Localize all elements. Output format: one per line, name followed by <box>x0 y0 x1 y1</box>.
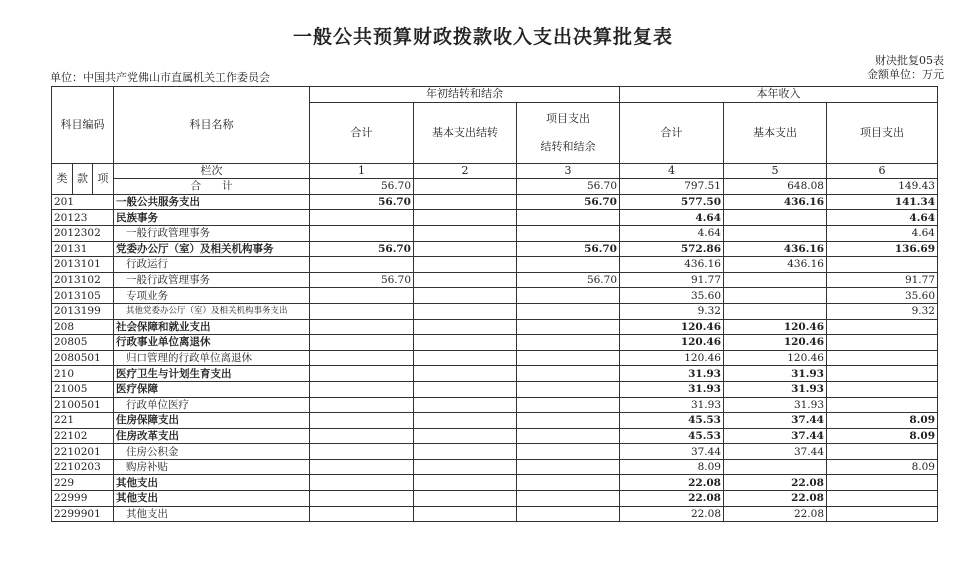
header-col-index: 栏次 <box>114 163 310 179</box>
row-name: 医疗保障 <box>114 381 310 397</box>
row-c5: 37.44 <box>724 413 827 429</box>
row-code: 229 <box>52 475 114 491</box>
row-c5: 31.93 <box>724 366 827 382</box>
row-c3 <box>517 257 620 273</box>
row-code: 2013102 <box>52 272 114 288</box>
row-name: 其他党委办公厅（室）及相关机构事务支出 <box>114 303 310 319</box>
row-c4: 22.08 <box>620 491 724 507</box>
row-c5: 22.08 <box>724 475 827 491</box>
row-c1 <box>310 288 414 304</box>
col-index-1: 1 <box>310 163 414 179</box>
row-c1 <box>310 381 414 397</box>
row-c2 <box>414 397 517 413</box>
header-project-carry-line2: 结转和结余 <box>540 139 596 153</box>
table-row <box>52 366 938 382</box>
row-c4: 4.64 <box>620 210 724 226</box>
row-c2 <box>414 506 517 522</box>
header-subject-name: 科目名称 <box>114 87 310 164</box>
table-row <box>52 459 938 475</box>
header-income-group: 本年收入 <box>620 87 938 103</box>
col-index-4: 4 <box>620 163 724 179</box>
row-c6: 141.34 <box>827 194 938 210</box>
table-row <box>52 491 938 507</box>
row-name: 住房公积金 <box>114 444 310 460</box>
row-code: 2012302 <box>52 225 114 241</box>
table-row <box>52 210 938 226</box>
form-number: 财决批复05表 <box>875 54 944 67</box>
row-c2 <box>414 319 517 335</box>
row-c6 <box>827 366 938 382</box>
row-c5: 120.46 <box>724 350 827 366</box>
row-c5: 37.44 <box>724 428 827 444</box>
row-code: 2013105 <box>52 288 114 304</box>
row-code: 2210203 <box>52 459 114 475</box>
row-c2 <box>414 459 517 475</box>
row-name: 住房保障支出 <box>114 413 310 429</box>
row-c2 <box>414 303 517 319</box>
row-c6 <box>827 444 938 460</box>
row-c5: 120.46 <box>724 335 827 351</box>
row-code: 208 <box>52 319 114 335</box>
row-c1 <box>310 210 414 226</box>
row-name: 一般公共服务支出 <box>114 194 310 210</box>
row-c4: 31.93 <box>620 366 724 382</box>
row-c4: 572.86 <box>620 241 724 257</box>
row-c4: 37.44 <box>620 444 724 460</box>
header-basic-carry: 基本支出结转 <box>414 102 517 163</box>
row-name: 行政单位医疗 <box>114 397 310 413</box>
row-c6: 35.60 <box>827 288 938 304</box>
row-c2 <box>414 491 517 507</box>
row-code: 20123 <box>52 210 114 226</box>
row-c6 <box>827 319 938 335</box>
row-c3 <box>517 428 620 444</box>
row-c5: 22.08 <box>724 506 827 522</box>
table-row <box>52 303 938 319</box>
row-code: 20805 <box>52 335 114 351</box>
row-name: 社会保障和就业支出 <box>114 319 310 335</box>
row-c4: 31.93 <box>620 381 724 397</box>
row-c1 <box>310 319 414 335</box>
row-c1 <box>310 366 414 382</box>
row-c4: 45.53 <box>620 413 724 429</box>
row-name: 医疗卫生与计划生育支出 <box>114 366 310 382</box>
row-c2 <box>414 225 517 241</box>
row-c5 <box>724 272 827 288</box>
row-code: 2210201 <box>52 444 114 460</box>
row-c6: 8.09 <box>827 413 938 429</box>
row-c1: 56.70 <box>310 241 414 257</box>
row-code: 2013199 <box>52 303 114 319</box>
row-c1 <box>310 303 414 319</box>
row-c4: 91.77 <box>620 272 724 288</box>
row-c2 <box>414 257 517 273</box>
table-row <box>52 475 938 491</box>
header-basic-expense: 基本支出 <box>724 102 827 163</box>
header-total: 合计 <box>310 102 414 163</box>
row-c3 <box>517 413 620 429</box>
row-c6 <box>827 397 938 413</box>
header-lei: 类 <box>52 163 73 194</box>
row-code: 221 <box>52 413 114 429</box>
row-code: 22102 <box>52 428 114 444</box>
header-project-carry-line1: 项目支出 <box>546 111 590 125</box>
row-name: 民族事务 <box>114 210 310 226</box>
row-c3 <box>517 350 620 366</box>
row-name: 其他支出 <box>114 506 310 522</box>
row-c2 <box>414 272 517 288</box>
table-row <box>52 194 938 210</box>
row-c3 <box>517 475 620 491</box>
row-c4: 9.32 <box>620 303 724 319</box>
row-c5 <box>724 303 827 319</box>
total-row-c5: 648.08 <box>724 179 827 195</box>
row-c6 <box>827 335 938 351</box>
row-c5 <box>724 210 827 226</box>
row-name: 行政运行 <box>114 257 310 273</box>
row-c1 <box>310 444 414 460</box>
table-row <box>52 257 938 273</box>
col-index-5: 5 <box>724 163 827 179</box>
row-code: 2299901 <box>52 506 114 522</box>
row-c5: 31.93 <box>724 397 827 413</box>
total-row-c2 <box>414 179 517 195</box>
row-c6: 8.09 <box>827 459 938 475</box>
table-row <box>52 413 938 429</box>
row-code: 2080501 <box>52 350 114 366</box>
row-c2 <box>414 428 517 444</box>
table-row <box>52 272 938 288</box>
row-c2 <box>414 444 517 460</box>
col-index-6: 6 <box>827 163 938 179</box>
table-row <box>52 381 938 397</box>
row-code: 20131 <box>52 241 114 257</box>
row-c1 <box>310 506 414 522</box>
row-c5: 436.16 <box>724 194 827 210</box>
row-c2 <box>414 335 517 351</box>
row-c5 <box>724 288 827 304</box>
table-row <box>52 225 938 241</box>
row-c4: 436.16 <box>620 257 724 273</box>
row-c5: 37.44 <box>724 444 827 460</box>
row-c2 <box>414 194 517 210</box>
row-c6: 136.69 <box>827 241 938 257</box>
row-c4: 120.46 <box>620 350 724 366</box>
table-row <box>52 350 938 366</box>
row-c3 <box>517 225 620 241</box>
row-c5 <box>724 459 827 475</box>
row-c2 <box>414 413 517 429</box>
row-c1 <box>310 257 414 273</box>
row-name: 行政事业单位离退休 <box>114 335 310 351</box>
row-c5: 436.16 <box>724 257 827 273</box>
row-c5: 31.93 <box>724 381 827 397</box>
row-c3 <box>517 381 620 397</box>
total-row-c4: 797.51 <box>620 179 724 195</box>
header-begin-group: 年初结转和结余 <box>310 87 620 103</box>
row-c1 <box>310 475 414 491</box>
col-index-3: 3 <box>517 163 620 179</box>
table-row <box>52 288 938 304</box>
row-name: 其他支出 <box>114 475 310 491</box>
row-c1 <box>310 413 414 429</box>
row-code: 21005 <box>52 381 114 397</box>
row-c6 <box>827 257 938 273</box>
row-code: 2100501 <box>52 397 114 413</box>
table-row <box>52 241 938 257</box>
row-c1 <box>310 225 414 241</box>
row-c3: 56.70 <box>517 272 620 288</box>
row-c3 <box>517 506 620 522</box>
row-code: 210 <box>52 366 114 382</box>
row-c4: 4.64 <box>620 225 724 241</box>
row-c2 <box>414 288 517 304</box>
row-code: 201 <box>52 194 114 210</box>
row-c1 <box>310 459 414 475</box>
row-c2 <box>414 366 517 382</box>
row-c3 <box>517 397 620 413</box>
row-c3 <box>517 491 620 507</box>
table-row <box>52 335 938 351</box>
row-c5: 436.16 <box>724 241 827 257</box>
header-project-carry <box>517 102 620 163</box>
row-c1 <box>310 397 414 413</box>
row-c6: 8.09 <box>827 428 938 444</box>
row-c2 <box>414 241 517 257</box>
row-c1 <box>310 428 414 444</box>
row-c3 <box>517 366 620 382</box>
header-xiang: 项 <box>93 163 114 194</box>
row-c4: 120.46 <box>620 319 724 335</box>
report-title: 一般公共预算财政拨款收入支出决算批复表 <box>292 26 673 48</box>
row-c6 <box>827 491 938 507</box>
row-c6: 4.64 <box>827 210 938 226</box>
row-name: 购房补贴 <box>114 459 310 475</box>
row-c6 <box>827 506 938 522</box>
table-row <box>52 397 938 413</box>
row-c3 <box>517 288 620 304</box>
row-c2 <box>414 381 517 397</box>
row-c3 <box>517 210 620 226</box>
row-c4: 35.60 <box>620 288 724 304</box>
total-row-c1: 56.70 <box>310 179 414 195</box>
header-project-expense: 项目支出 <box>827 102 938 163</box>
amount-unit: 金额单位：万元 <box>867 68 944 81</box>
row-code: 2013101 <box>52 257 114 273</box>
row-c4: 577.50 <box>620 194 724 210</box>
table-row <box>52 444 938 460</box>
row-c6 <box>827 350 938 366</box>
row-c3 <box>517 459 620 475</box>
row-name: 一般行政管理事务 <box>114 225 310 241</box>
row-c1: 56.70 <box>310 272 414 288</box>
budget-table <box>51 86 938 522</box>
row-c1 <box>310 335 414 351</box>
row-c3 <box>517 444 620 460</box>
table-row <box>52 506 938 522</box>
row-name: 党委办公厅（室）及相关机构事务 <box>114 241 310 257</box>
row-c3: 56.70 <box>517 241 620 257</box>
total-row-label: 合 计 <box>114 179 310 195</box>
row-c3 <box>517 335 620 351</box>
row-c3 <box>517 319 620 335</box>
row-c6: 9.32 <box>827 303 938 319</box>
row-c4: 22.08 <box>620 506 724 522</box>
table-row <box>52 319 938 335</box>
row-c2 <box>414 475 517 491</box>
row-c6 <box>827 381 938 397</box>
col-index-2: 2 <box>414 163 517 179</box>
row-name: 归口管理的行政单位离退休 <box>114 350 310 366</box>
header-total-income: 合计 <box>620 102 724 163</box>
row-name: 住房改革支出 <box>114 428 310 444</box>
row-c4: 45.53 <box>620 428 724 444</box>
row-c6: 4.64 <box>827 225 938 241</box>
row-c4: 31.93 <box>620 397 724 413</box>
row-c5 <box>724 225 827 241</box>
total-row-c6: 149.43 <box>827 179 938 195</box>
row-c2 <box>414 350 517 366</box>
row-c3: 56.70 <box>517 194 620 210</box>
row-c4: 8.09 <box>620 459 724 475</box>
total-row <box>52 179 938 195</box>
header-kuan: 款 <box>73 163 93 194</box>
reporting-unit: 单位：中国共产党佛山市直属机关工作委员会 <box>50 71 270 84</box>
table-row <box>52 428 938 444</box>
header-subject-code: 科目编码 <box>52 87 114 164</box>
total-row-c3: 56.70 <box>517 179 620 195</box>
row-c4: 22.08 <box>620 475 724 491</box>
row-c5: 22.08 <box>724 491 827 507</box>
row-c1 <box>310 350 414 366</box>
row-c6: 91.77 <box>827 272 938 288</box>
row-name: 其他支出 <box>114 491 310 507</box>
row-c6 <box>827 475 938 491</box>
row-c1: 56.70 <box>310 194 414 210</box>
row-c4: 120.46 <box>620 335 724 351</box>
row-code: 22999 <box>52 491 114 507</box>
row-c1 <box>310 491 414 507</box>
row-c5: 120.46 <box>724 319 827 335</box>
row-name: 专项业务 <box>114 288 310 304</box>
row-name: 一般行政管理事务 <box>114 272 310 288</box>
row-c2 <box>414 210 517 226</box>
row-c3 <box>517 303 620 319</box>
